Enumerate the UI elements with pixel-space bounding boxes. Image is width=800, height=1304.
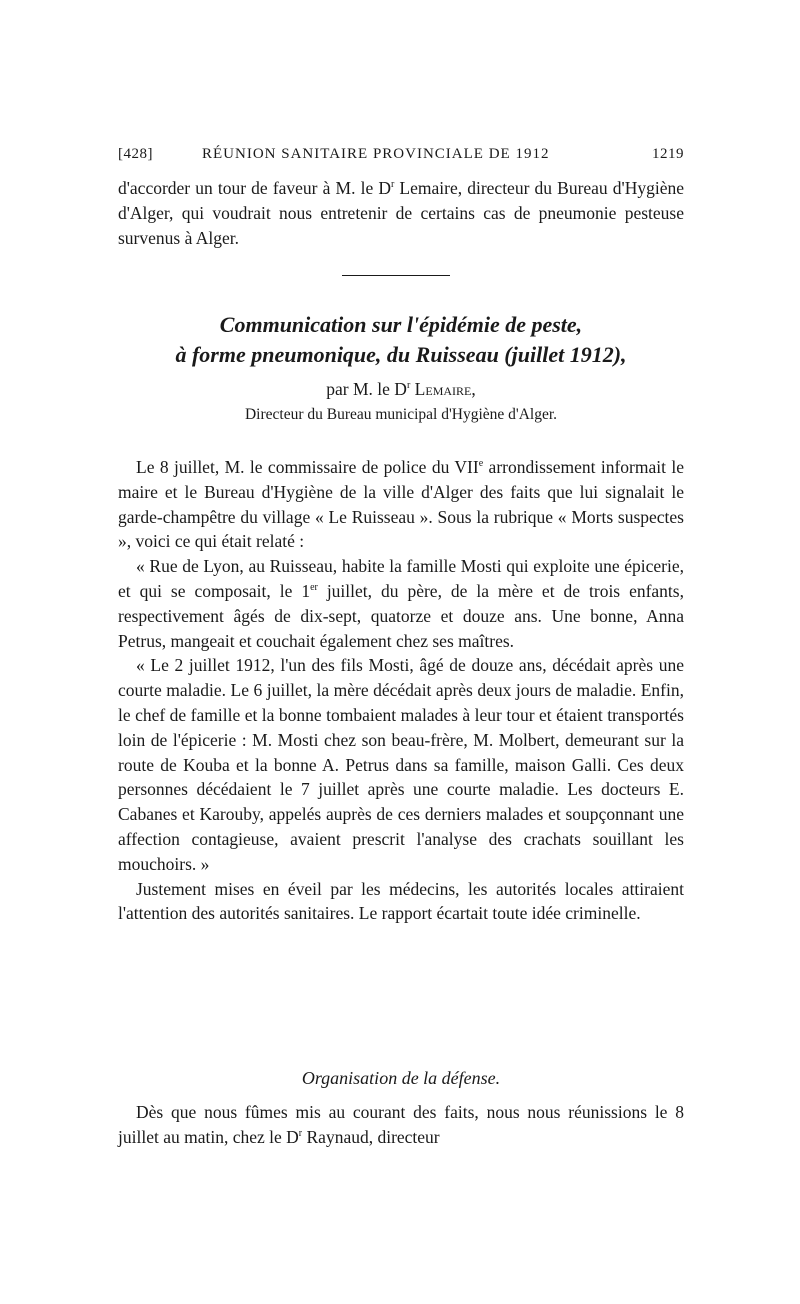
title-line-1: Communication sur l'épidémie de peste, (219, 312, 583, 337)
p5-text-b: Raynaud, directeur (302, 1126, 440, 1147)
title-line-2: à forme pneumonique, du Ruisseau (juillet 1912), (175, 342, 627, 367)
byline-prefix: par M. le D (326, 379, 407, 399)
p2-text-a: « Rue de Lyon, au Ruisseau, habite la famille Mosti qui exploite une épicerie, et qui se composait, le 1 (118, 556, 684, 601)
section-body (118, 1100, 684, 1150)
page-number: 1219 (652, 146, 684, 162)
paragraph-1 (118, 455, 684, 554)
author-byline (118, 379, 684, 400)
p2-sup: er (310, 582, 318, 594)
intro-text-part1: d'accorder un tour de faveur à M. le D (118, 178, 391, 198)
author-affiliation: Directeur du Bureau municipal d'Hygiène d'Alger. (244, 406, 558, 423)
byline-sup: r (406, 380, 411, 392)
author-name: Lemaire, (410, 379, 476, 399)
p5-sup: r (298, 1127, 303, 1139)
page-reference: [428] (118, 146, 153, 162)
intro-sup: r (390, 179, 395, 191)
intro-text-part2: Lemaire, directeur du Bureau d'Hygiène d'Alger, qui voudrait nous entretenir de certains cas de pneumonie pesteuse survenus à Alger. (118, 178, 684, 248)
p1-sup: e (478, 458, 484, 470)
p1-text-b: arrondissement informait le maire et le Bureau d'Hygiène de la ville d'Alger des faits que lui signalait le garde-champêtre du village « Le Ruisseau ». Sous la rubrique « Morts suspectes », voici ce qui était relaté : (118, 457, 684, 552)
intro-paragraph (118, 176, 684, 250)
p1-text-a: Le 8 juillet, M. le commissaire de police du VII (136, 457, 479, 477)
running-title: RÉUNION SANITAIRE PROVINCIALE DE 1912 (202, 146, 550, 162)
p5-text-a: Dès que nous fûmes mis au courant des faits, nous nous réunissions le 8 juillet au matin, chez le D (118, 1102, 684, 1147)
section-divider (342, 275, 450, 276)
paragraph-2 (118, 554, 684, 653)
p2-text-b: juillet, du père, de la mère et de trois enfants, respectivement âgés de dix-sept, quatorze et douze ans. Une bonne, Anna Petrus, mangeait et couchait également chez ses maîtres. (118, 580, 684, 651)
intro-block (118, 176, 684, 250)
paragraph-5 (118, 1100, 684, 1150)
article-title (118, 310, 684, 370)
section-heading: Organisation de la défense. (301, 1068, 501, 1088)
paragraph-3: « Le 2 juillet 1912, l'un des fils Mosti, âgé de douze ans, décédait après une courte maladie. Le 6 juillet, la mère décédait après deux jours de maladie. Enfin, le chef de famille et la bonne tombaient malades à leur tour et étaient transportés loin de l'épicerie : M. Mosti chez son beau-frère, M. Molbert, demeurant sur la route de Kouba et la bonne A. Petrus dans sa famille, maison Galli. Ces deux personnes décédaient le 7 juillet après une courte maladie. Les docteurs E. Cabanes et Karouby, appelés auprès de ces derniers malades et soupçonnant une affection contagieuse, avaient prescrit l'analyse des crachats souillant les mouchoirs. » (118, 655, 684, 874)
article-body (118, 455, 684, 926)
paragraph-4: Justement mises en éveil par les médecins, les autorités locales attiraient l'attention des autorités sanitaires. Le rapport écartait toute idée criminelle. (118, 878, 684, 924)
